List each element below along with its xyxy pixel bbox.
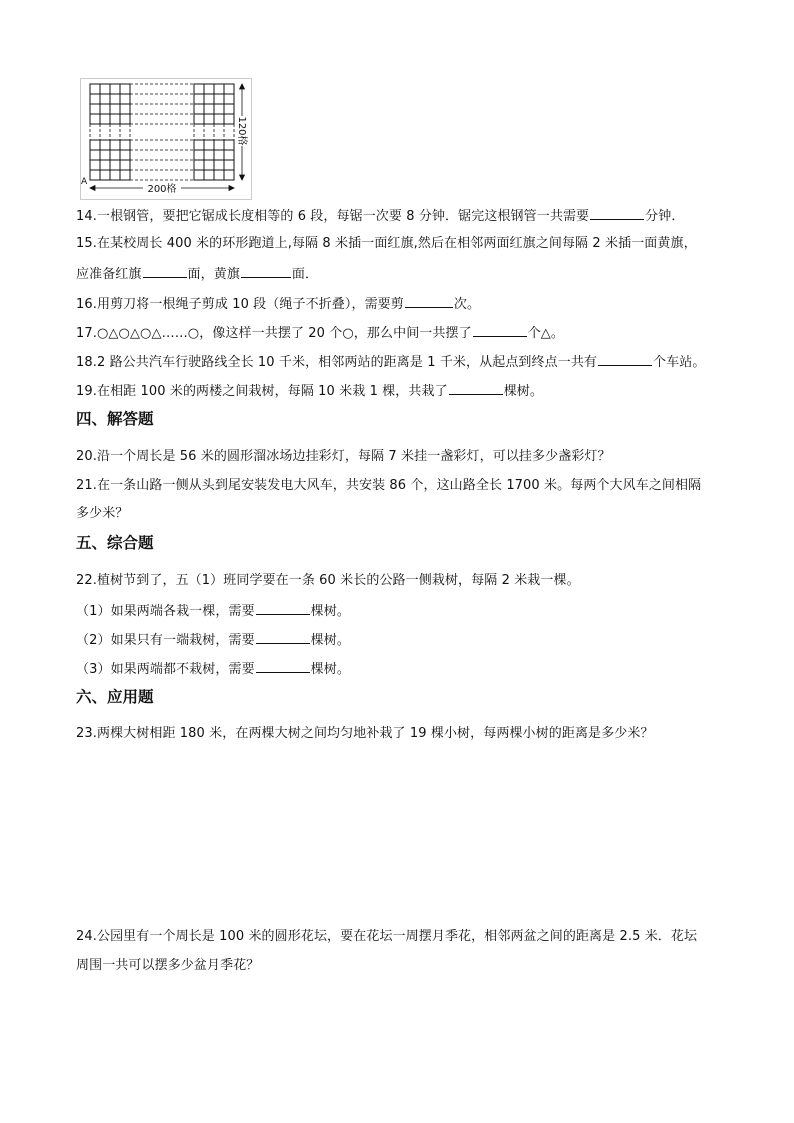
answer-blank-17[interactable]: [473, 323, 527, 337]
question-14: [76, 206, 684, 226]
question-17-text: 17.○△○△○△……○，像这样一共摆了 20 个○，那么中间一共摆了: [76, 326, 472, 341]
width-label: 200格: [147, 184, 177, 195]
answer-blank-22-3[interactable]: [256, 659, 310, 673]
question-14-text: 14.一根钢管，要把它锯成长度相等的 6 段，每锯一次要 8 分钟．锯完这根钢管一共需要: [76, 209, 590, 224]
question-22-sub2-suffix: 棵树。: [310, 633, 350, 648]
question-15-line2: [76, 264, 318, 284]
section-heading-applied: 六、应用题: [76, 688, 154, 706]
question-17-suffix: 个△。: [527, 326, 565, 341]
question-24-line1: 24.公园里有一个周长是 100 米的圆形花坛，要在花坛一周摆月季花，相邻两盆之间的距离是 2.5 米．花坛: [76, 929, 698, 944]
question-16: [76, 294, 480, 314]
answer-blank-22-2[interactable]: [256, 630, 310, 644]
question-18: [76, 352, 705, 372]
question-17: [76, 323, 564, 343]
height-label: 120格: [236, 116, 247, 146]
question-22-sub1: [76, 601, 350, 621]
question-19: [76, 381, 543, 401]
answer-blank-22-1[interactable]: [256, 601, 310, 615]
question-21-line2: 多少米？: [76, 506, 129, 521]
question-23: 23.两棵大树相距 180 米，在两棵大树之间均匀地补栽了 19 棵小树，每两棵小树的距离是多少米？: [76, 726, 654, 741]
section-heading-solve: 四、解答题: [76, 410, 154, 428]
question-22-sub2: [76, 630, 350, 650]
question-16-suffix: 次。: [453, 297, 481, 312]
question-15-line1: 15.在某校周长 400 米的环形跑道上,每隔 8 米插一面红旗,然后在相邻两面红旗之间每隔 2 米插一面黄旗，: [76, 236, 697, 251]
answer-blank-16[interactable]: [405, 294, 453, 308]
question-15-text-c: 面．: [291, 267, 319, 282]
grid-diagram: [80, 78, 252, 200]
answer-blank-14[interactable]: [590, 206, 644, 220]
question-22-sub1-suffix: 棵树。: [310, 604, 350, 619]
question-22-sub3: [76, 659, 350, 679]
question-16-text: 16.用剪刀将一根绳子剪成 10 段（绳子不折叠），需要剪: [76, 297, 404, 312]
question-22-sub1-text: （1）如果两端各栽一棵，需要: [76, 604, 255, 619]
question-15-text-b: 面，黄旗: [187, 267, 240, 282]
question-15-text-a: 应准备红旗: [76, 267, 142, 282]
question-22-sub3-suffix: 棵树。: [310, 662, 350, 677]
section-heading-comprehensive: 五、综合题: [76, 534, 154, 552]
question-22-intro: 22.植树节到了，五（1）班同学要在一条 60 米长的公路一侧栽树，每隔 2 米栽一棵。: [76, 573, 580, 588]
answer-blank-18[interactable]: [598, 352, 652, 366]
answer-blank-15-red[interactable]: [143, 264, 187, 278]
question-22-sub3-text: （3）如果两端都不栽树，需要: [76, 662, 255, 677]
question-18-suffix: 个车站。: [653, 355, 706, 370]
point-a-label: A: [81, 177, 88, 187]
question-21-line1: 21.在一条山路一侧从头到尾安装发电大风车，共安装 86 个，这山路全长 1700 米。每两个大风车之间相隔: [76, 478, 702, 493]
question-19-text: 19.在相距 100 米的两楼之间栽树，每隔 10 米栽 1 棵，共栽了: [76, 384, 448, 399]
question-18-text: 18.2 路公共汽车行驶路线全长 10 千米，相邻两站的距离是 1 千米，从起点到终点一共有: [76, 355, 598, 370]
question-20: 20.沿一个周长是 56 米的圆形溜冰场边挂彩灯，每隔 7 米挂一盏彩灯，可以挂多少盏彩灯？: [76, 449, 611, 464]
question-19-suffix: 棵树。: [503, 384, 544, 399]
answer-blank-19[interactable]: [449, 381, 503, 395]
question-22-sub2-text: （2）如果只有一端栽树，需要: [76, 633, 255, 648]
question-14-suffix: 分钟．: [645, 209, 685, 224]
question-24-line2: 周围一共可以摆多少盆月季花？: [76, 958, 260, 973]
answer-blank-15-yellow[interactable]: [241, 264, 291, 278]
